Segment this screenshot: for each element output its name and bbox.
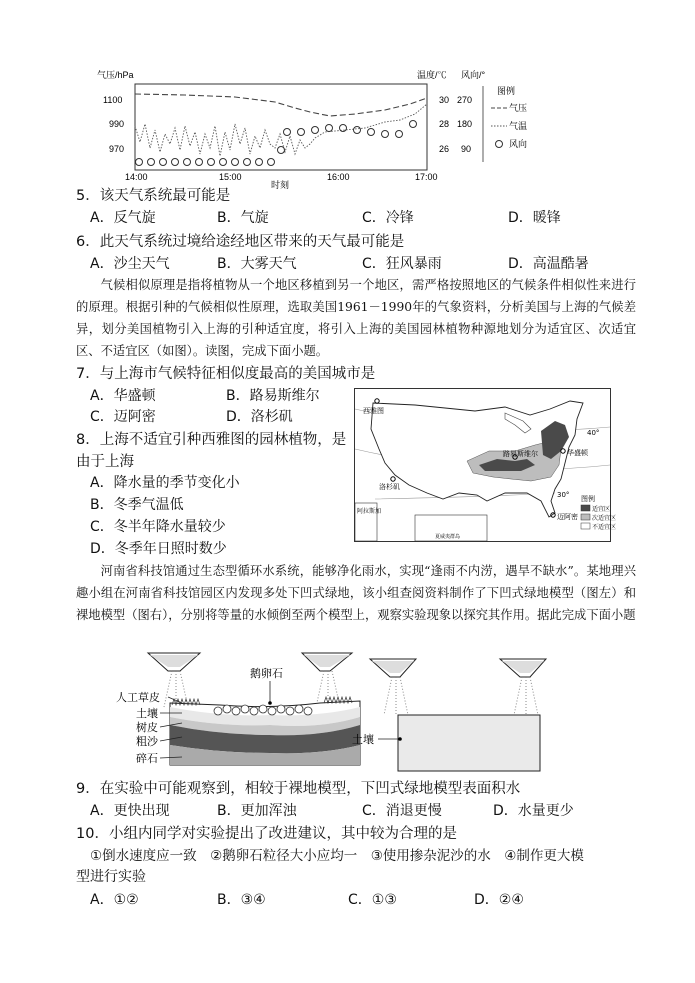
weather-chart-svg — [95, 64, 535, 189]
legend-wind: 风向 — [509, 139, 528, 149]
q5-option-d[interactable]: D．暖锋 — [508, 210, 561, 226]
legend-suitable: 适宜区 — [592, 506, 611, 513]
label-bark: 树皮 — [136, 721, 158, 734]
wind-tick: 270 — [457, 95, 473, 105]
x-tick: 17:00 — [415, 172, 438, 182]
plot-frame — [135, 84, 427, 170]
right-water-stream-2 — [514, 677, 538, 715]
right-model-soil — [398, 715, 540, 771]
wind-tick: 90 — [461, 144, 472, 154]
q5-option-b[interactable]: B．气旋 — [217, 210, 269, 226]
q9-stem: 9．在实验中可能观察到，相较于裸地模型，下凹式绿地模型表面积水 — [76, 781, 521, 797]
alaska-label — [357, 507, 381, 515]
q7-option-b[interactable]: B．路易斯维尔 — [226, 388, 320, 404]
wind-markers — [136, 121, 417, 166]
q10-choices-line2: 型进行实验 — [76, 869, 146, 885]
temp-tick: 28 — [439, 119, 450, 129]
experiment-svg — [116, 645, 560, 775]
right-soil-pointer-dot — [398, 737, 402, 741]
x-tick: 14:00 — [125, 172, 148, 182]
weather-chart — [95, 64, 535, 189]
q9-option-b[interactable]: B．更加浑浊 — [217, 803, 297, 819]
left-axis-title: 气压/hPa — [97, 70, 134, 80]
q7-stem: 7．与上海市气候特征相似度最高的美国城市是 — [76, 366, 376, 382]
hawaii-label: 夏威夷群岛 — [435, 534, 461, 540]
city-miami: 迈阿密 — [557, 513, 578, 521]
q8-option-b[interactable]: B．冬季气温低 — [90, 497, 184, 513]
q10-option-d[interactable]: D．②④ — [474, 892, 524, 908]
alaska-text: 阿拉斯加 — [357, 508, 382, 515]
q8-stem-line2: 由于上海 — [76, 454, 134, 470]
x-tick: 15:00 — [219, 172, 242, 182]
wind-tick: 180 — [457, 119, 473, 129]
right-water-stream — [384, 677, 408, 715]
lat-40: 40° — [587, 429, 600, 437]
q5-option-a[interactable]: A．反气旋 — [90, 210, 156, 226]
pebble-label: 鹅卵石 — [250, 667, 283, 680]
q9-option-c[interactable]: C．消退更慢 — [362, 803, 442, 819]
passage-henan-text: 河南省科技馆通过生态型循环水系统，能够净化雨水，实现“逢雨不内涝，遇旱不缺水”。某地理兴趣小组在河南省科技馆园区内发现多处下凹式绿地，该小组查阅资料制作了下凹式绿地模型（图左）和裸地模型（图右），分别将等量的水倾倒至两个模型上，观察实验现象以探究其作用。据此完成下面小题 — [76, 564, 636, 622]
left-tick: 970 — [109, 144, 125, 154]
legend-title: 图例 — [497, 86, 516, 96]
right-soil-label: 土壤 — [352, 733, 374, 746]
q10-option-b[interactable]: B．③④ — [217, 892, 266, 908]
q8-option-d[interactable]: D．冬季年日照时数少 — [90, 541, 227, 557]
q10-stem: 10．小组内同学对实验提出了改进建议，其中较为合理的是 — [76, 826, 457, 842]
q6-stem: 6．此天气系统过境给途经地区带来的天气最可能是 — [76, 234, 405, 250]
x-tick: 16:00 — [327, 172, 350, 182]
label-turf: 人工草皮 — [116, 691, 160, 704]
q8-option-c[interactable]: C．冬半年降水量较少 — [90, 519, 226, 535]
legend-sub-suitable-swatch — [581, 514, 590, 520]
left-tick: 1100 — [103, 95, 123, 105]
label-gravel: 碎石 — [136, 752, 158, 765]
label-soil: 土壤 — [136, 707, 158, 720]
city-los-angeles: 洛杉矶 — [379, 483, 400, 491]
passage-climate-text: 气候相似原理是指将植物从一个地区移植到另一个地区，需严格按照地区的气候条件相似性来进行的原理。根据引种的气候相似性原理，选取美国1961－1990年的气象资料，分析美国与上海的气候差异，划分美国植物引入上海的引种适宜度，将引入上海的美国园林植物种源地划分为适宜区、次适宜区、不适宜区（如图）。读图，完成下面小题。 — [76, 278, 636, 358]
q7-option-a[interactable]: A．华盛顿 — [90, 388, 156, 404]
legend-unsuitable-swatch — [581, 523, 590, 529]
temp-tick: 30 — [439, 95, 450, 105]
q6-option-c[interactable]: C．狂风暴雨 — [362, 256, 442, 272]
us-map-svg — [355, 389, 617, 541]
pressure-line — [135, 94, 427, 116]
passage-climate — [76, 274, 636, 362]
q7-option-c[interactable]: C．迈阿密 — [90, 409, 156, 425]
legend-sub-suitable: 次适宜区 — [592, 515, 617, 522]
q9-option-a[interactable]: A．更快出现 — [90, 803, 170, 819]
label-sand: 粗沙 — [136, 735, 158, 748]
q8-option-a[interactable]: A．降水量的季节变化小 — [90, 475, 240, 491]
legend-temp: 气温 — [509, 121, 528, 131]
q5-option-c[interactable]: C．冷锋 — [362, 210, 414, 226]
wind-axis-title: 风向/° — [461, 70, 486, 80]
q6-option-a[interactable]: A．沙尘天气 — [90, 256, 170, 272]
left-tick: 990 — [109, 119, 125, 129]
city-washington: 华盛顿 — [567, 449, 588, 457]
q6-option-d[interactable]: D．高温酷暑 — [508, 256, 589, 272]
city-seattle: 西雅图 — [363, 407, 384, 415]
lat-30: 30° — [557, 491, 570, 499]
legend-wind-swatch — [496, 141, 503, 148]
q9-option-d[interactable]: D．水量更少 — [493, 803, 574, 819]
passage-henan — [76, 560, 636, 626]
temp-tick: 26 — [439, 144, 450, 154]
q10-choices-line1: ①倒水速度应一致 ②鹅卵石粒径大小应均一 ③使用掺杂泥沙的水 ④制作更大模 — [90, 848, 584, 864]
x-axis-title: 时刻 — [271, 180, 290, 190]
legend-unsuitable: 不适宜区 — [592, 524, 617, 531]
q10-option-c[interactable]: C．①③ — [348, 892, 397, 908]
q6-option-b[interactable]: B．大雾天气 — [217, 256, 297, 272]
city-louisville: 路易斯维尔 — [503, 450, 538, 458]
experiment-diagram — [116, 645, 560, 775]
pebble-pointer-dot — [268, 701, 272, 705]
city-marker — [391, 477, 395, 481]
q5-stem: 5．该天气系统最可能是 — [76, 188, 231, 204]
map-legend-title: 图例 — [581, 495, 595, 503]
temp-axis-title: 温度/℃ — [417, 70, 447, 80]
legend-suitable-swatch — [581, 505, 590, 511]
q10-option-a[interactable]: A．①② — [90, 892, 139, 908]
temperature-line — [135, 104, 427, 156]
q7-option-d[interactable]: D．洛杉矶 — [226, 409, 293, 425]
q8-stem-line1: 8．上海不适宜引种西雅图的园林植物，是 — [76, 432, 347, 448]
legend-pressure: 气压 — [509, 103, 528, 113]
left-water-stream — [164, 671, 188, 707]
us-suitability-map — [354, 388, 617, 542]
city-marker — [375, 399, 379, 403]
